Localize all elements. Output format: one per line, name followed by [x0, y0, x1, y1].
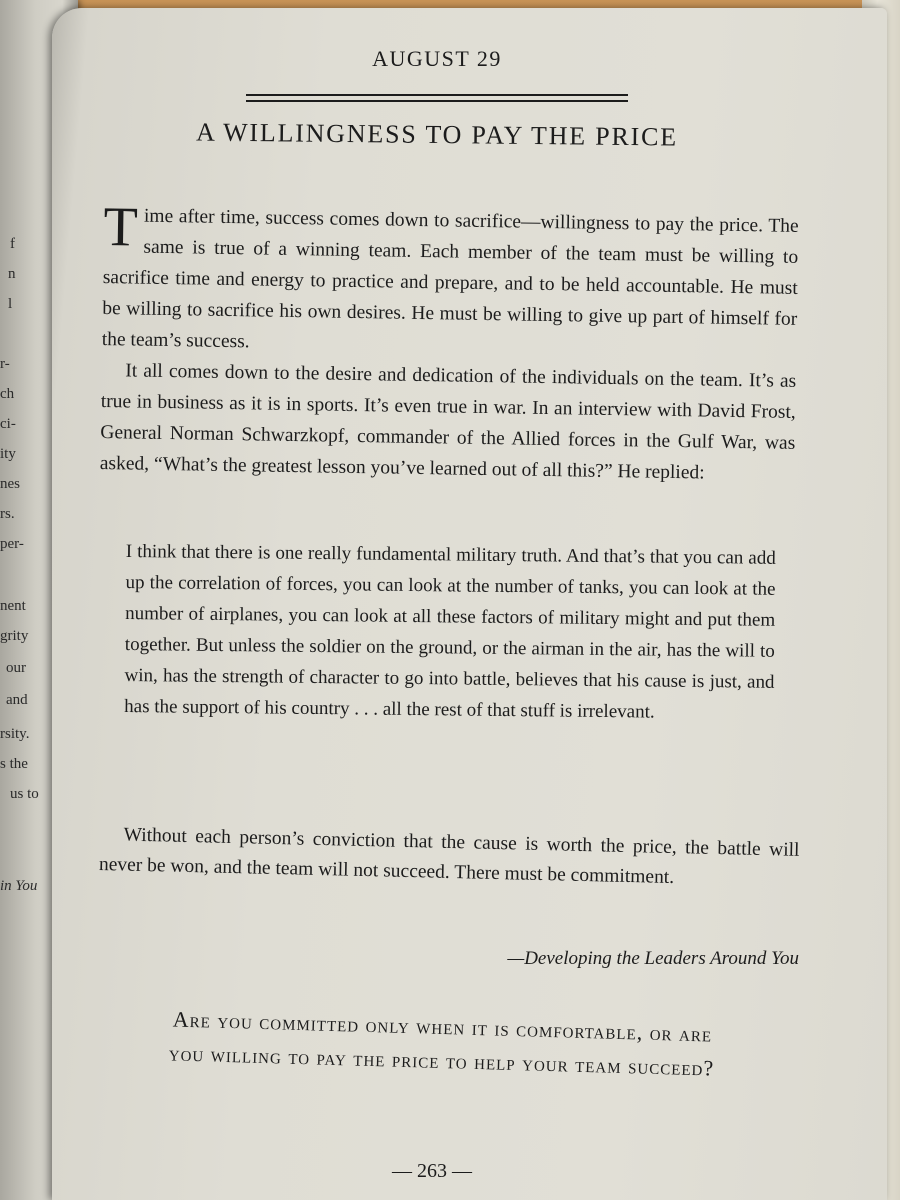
page-date: AUGUST 29: [372, 46, 502, 71]
page-title: A WILLINGNESS TO PAY THE PRICE: [195, 117, 679, 152]
paragraph: [101, 196, 799, 366]
page-content: [52, 8, 887, 1200]
left-page-fragment: f: [10, 236, 15, 252]
page-number: — 263 —: [392, 1160, 472, 1182]
question-text: Are you committed only when it is comfortable, or are you willing to pay the price to help your team succeed?: [168, 1006, 715, 1081]
title-rule: [246, 100, 628, 102]
left-page-fragment: nent: [0, 598, 26, 614]
paragraph: Without each person’s conviction that the cause is worth the price, the battle will never be won, and the team will not succeed. There must be commitment.: [98, 824, 800, 889]
paragraph: It all comes down to the desire and dedication of the individuals on the team. It’s as true in business as it is in sports. It’s even true in war. In an interview with David Frost, General Norman Schwarzkopf, commander of the Allied forces in the Gulf War, was asked, “What’s the greatest lesson you’ve learned out of all this?” He replied:: [99, 360, 797, 484]
block-quote: [124, 536, 776, 729]
left-page-fragment: r-: [0, 356, 10, 372]
reflection-question: [161, 1002, 723, 1086]
left-page-fragment: ity: [0, 446, 16, 462]
left-page-fragment: nes: [0, 476, 20, 492]
left-page-fragment: in You: [0, 878, 38, 894]
book-page: [52, 8, 887, 1200]
drop-cap: T: [103, 196, 139, 259]
left-page-fragment: ci-: [0, 416, 16, 432]
closing-paragraph: [99, 820, 800, 896]
left-page-fragment: s the: [0, 756, 28, 772]
paragraph-text: ime after time, success comes down to sacrifice—willingness to pay the price. The same is true of a winning team. Each member of the team must be willing to sacrifice time and energy to practice and prepare, and to be held accountable. He must be willing to sacrifice his own desires. He must be willing to give up part of himself for the team’s success.: [101, 205, 799, 353]
attribution: —Developing the Leaders Around You: [507, 948, 799, 969]
left-page-fragment: us to: [10, 786, 39, 802]
left-page-fragment: and: [6, 692, 28, 708]
left-page-fragment: our: [6, 660, 26, 676]
left-page-fragment: grity: [0, 628, 29, 644]
quote-text: I think that there is one really fundamental military truth. And that’s that you can add up the correlation of forces, you can look at the number of tanks, you can look at the number of airplanes, you can look at all these factors of military might and put them together. But unless the soldier on the ground, or the airman in the air, has the will to win, has the strength of character to go into battle, believes that his cause is just, and has the support of his country . . . all the rest of that stuff is irrelevant.: [124, 540, 776, 723]
left-page-fragment: rsity.: [0, 726, 30, 742]
left-page-fragment: rs.: [0, 506, 15, 522]
title-rule: [246, 94, 628, 96]
left-page-fragment: per-: [0, 536, 24, 552]
body-text: [99, 196, 799, 490]
left-page-fragment: l: [8, 296, 13, 312]
left-page-fragment: n: [8, 266, 16, 282]
left-page-fragment: ch: [0, 386, 15, 402]
